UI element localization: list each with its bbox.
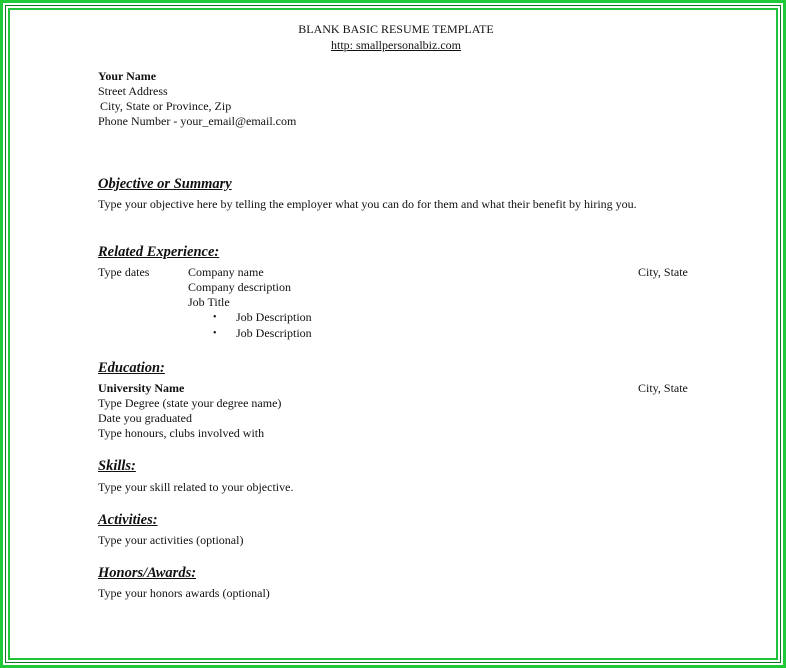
- experience-company: Company name: [188, 265, 264, 279]
- contact-street: Street Address: [98, 84, 168, 98]
- experience-section: [98, 243, 698, 342]
- objective-section: [98, 175, 698, 212]
- activities-text: Type your activities (optional): [98, 533, 244, 547]
- experience-dates: Type dates: [98, 265, 150, 279]
- honors-heading: Honors/Awards:: [98, 565, 197, 581]
- education-location: City, State: [638, 381, 688, 395]
- education-date: Date you graduated: [98, 411, 192, 425]
- skills-heading: Skills:: [98, 458, 136, 474]
- education-row: [98, 381, 698, 396]
- education-heading: Education:: [98, 360, 165, 376]
- source-link[interactable]: http: smallpersonalbiz.com: [331, 38, 461, 52]
- contact-city: City, State or Province, Zip: [100, 99, 232, 113]
- bullet-icon: •: [213, 312, 217, 323]
- list-item: [98, 326, 698, 342]
- job-description-1: Job Description: [236, 310, 312, 324]
- document-title: BLANK BASIC RESUME TEMPLATE: [298, 22, 494, 36]
- skills-text: Type your skill related to your objective.: [98, 480, 294, 494]
- objective-heading: Objective or Summary: [98, 176, 232, 192]
- contact-phone-email: Phone Number - your_email@email.com: [98, 114, 297, 128]
- experience-title-row: [98, 295, 698, 310]
- objective-text: Type your objective here by telling the employer what you can do for them and what their benefit by hiring you.: [98, 197, 637, 211]
- honors-section: [98, 564, 698, 601]
- job-description-2: Job Description: [236, 326, 312, 340]
- skills-section: [98, 457, 698, 495]
- education-degree: Type Degree (state your degree name): [98, 396, 282, 410]
- activities-heading: Activities:: [98, 512, 158, 528]
- experience-row: [98, 265, 698, 280]
- contact-name: Your Name: [98, 69, 157, 83]
- bullet-icon: •: [213, 328, 217, 339]
- experience-heading: Related Experience:: [98, 244, 220, 260]
- document-header: [3, 21, 786, 53]
- experience-location: City, State: [638, 265, 688, 279]
- honors-text: Type your honors awards (optional): [98, 586, 270, 600]
- list-item: [98, 310, 698, 326]
- activities-section: [98, 511, 698, 548]
- education-section: [98, 359, 698, 441]
- resume-content: [98, 21, 698, 129]
- experience-job-title: Job Title: [188, 295, 230, 309]
- university-name: University Name: [98, 381, 185, 395]
- contact-block: [98, 69, 698, 129]
- education-honours: Type honours, clubs involved with: [98, 426, 265, 440]
- experience-description-row: [98, 280, 698, 295]
- experience-description: Company description: [188, 280, 291, 294]
